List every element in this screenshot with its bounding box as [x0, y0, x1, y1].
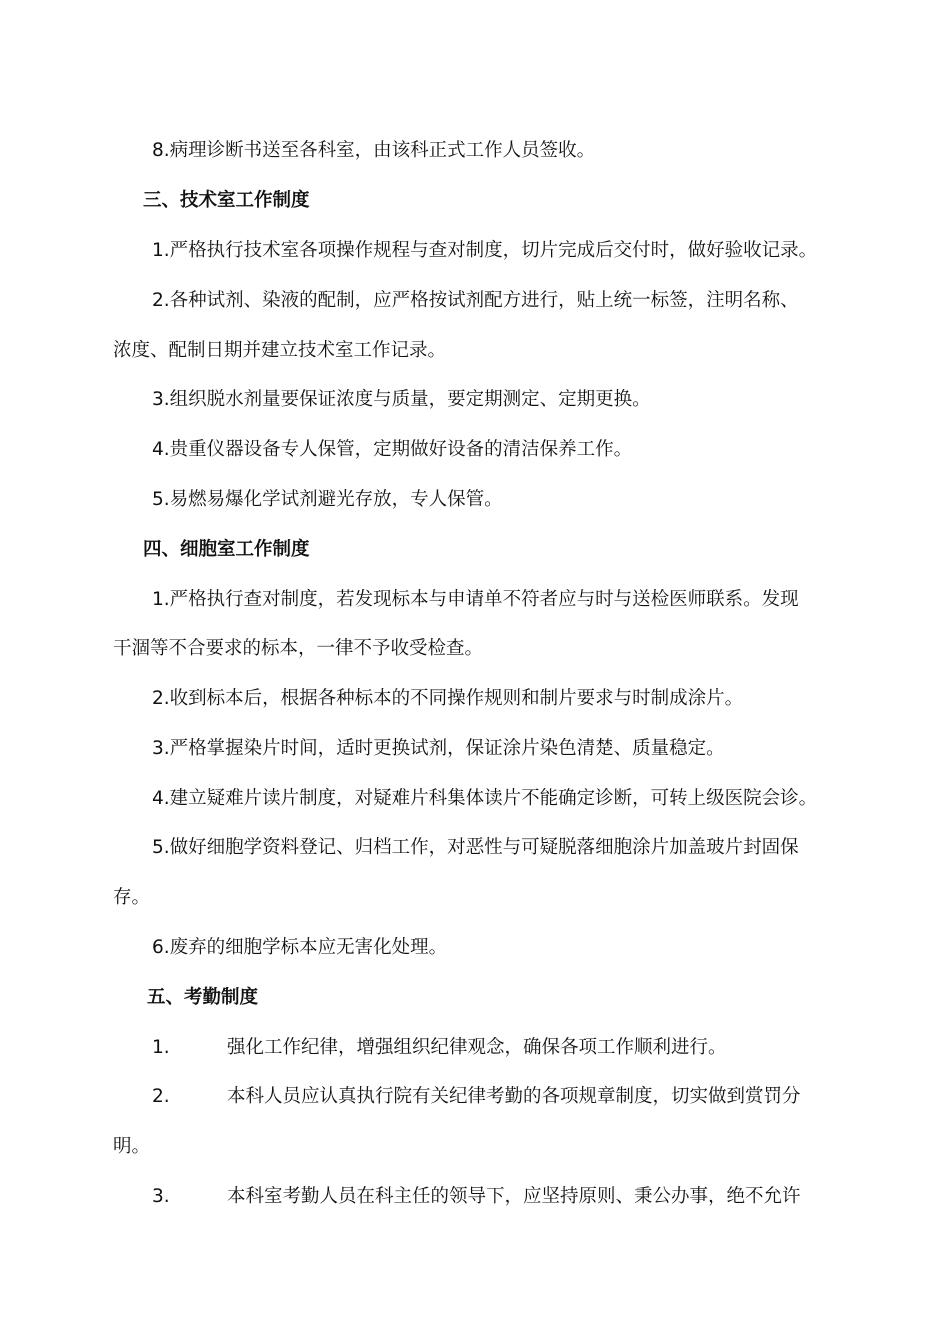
section-heading-technical-room: 三、技术室工作制度 [143, 190, 310, 211]
cytology-item-4: 4.建立疑难片读片制度，对疑难片科集体读片不能确定诊断，可转上级医院会诊。 [152, 788, 818, 809]
attendance-item-3-number: 3. [152, 1186, 170, 1207]
attendance-item-2-text: 本科人员应认真执行院有关纪律考勤的各项规章制度，切实做到赏罚分 [227, 1086, 801, 1107]
attendance-item-2-number: 2. [152, 1086, 170, 1107]
attendance-item-2-line-2: 明。 [113, 1136, 151, 1157]
technical-item-2-line-2: 浓度、配制日期并建立技术室工作记录。 [113, 340, 447, 361]
attendance-item-1-text: 强化工作纪律，增强组织纪律观念，确保各项工作顺利进行。 [227, 1037, 727, 1058]
cytology-item-1-line-2: 干涸等不合要求的标本，一律不予收受检查。 [113, 638, 484, 659]
section-heading-attendance: 五、考勤制度 [147, 987, 259, 1008]
cytology-item-2: 2.收到标本后，根据各种标本的不同操作规则和制片要求与时制成涂片。 [152, 688, 744, 709]
technical-item-4: 4.贵重仪器设备专人保管，定期做好设备的清洁保养工作。 [152, 439, 633, 460]
technical-item-2-line-1: 2.各种试剂、染液的配制，应严格按试剂配方进行，贴上统一标签，注明名称、 [152, 290, 799, 311]
cytology-item-1-line-1: 1.严格执行查对制度，若发现标本与申请单不符者应与时与送检医师联系。发现 [152, 589, 799, 610]
cytology-item-5-line-1: 5.做好细胞学资料登记、归档工作，对恶性与可疑脱落细胞涂片加盖玻片封固保 [152, 837, 799, 858]
technical-item-5: 5.易燃易爆化学试剂避光存放，专人保管。 [152, 489, 503, 510]
cytology-item-5-line-2: 存。 [113, 887, 151, 908]
technical-item-1: 1.严格执行技术室各项操作规程与查对制度，切片完成后交付时，做好验收记录。 [152, 240, 818, 261]
section-heading-cytology-room: 四、细胞室工作制度 [143, 539, 310, 560]
cytology-item-6: 6.废弃的细胞学标本应无害化处理。 [152, 937, 448, 958]
cytology-item-3: 3.严格掌握染片时间，适时更换试剂，保证涂片染色清楚、质量稳定。 [152, 738, 725, 759]
paragraph-item-8: 8.病理诊断书送至各科室，由该科正式工作人员签收。 [152, 140, 596, 161]
attendance-item-3-text: 本科室考勤人员在科主任的领导下，应坚持原则、秉公办事，绝不允许 [227, 1186, 801, 1207]
technical-item-3: 3.组织脱水剂量要保证浓度与质量，要定期测定、定期更换。 [152, 389, 651, 410]
attendance-item-1-number: 1. [152, 1037, 170, 1058]
